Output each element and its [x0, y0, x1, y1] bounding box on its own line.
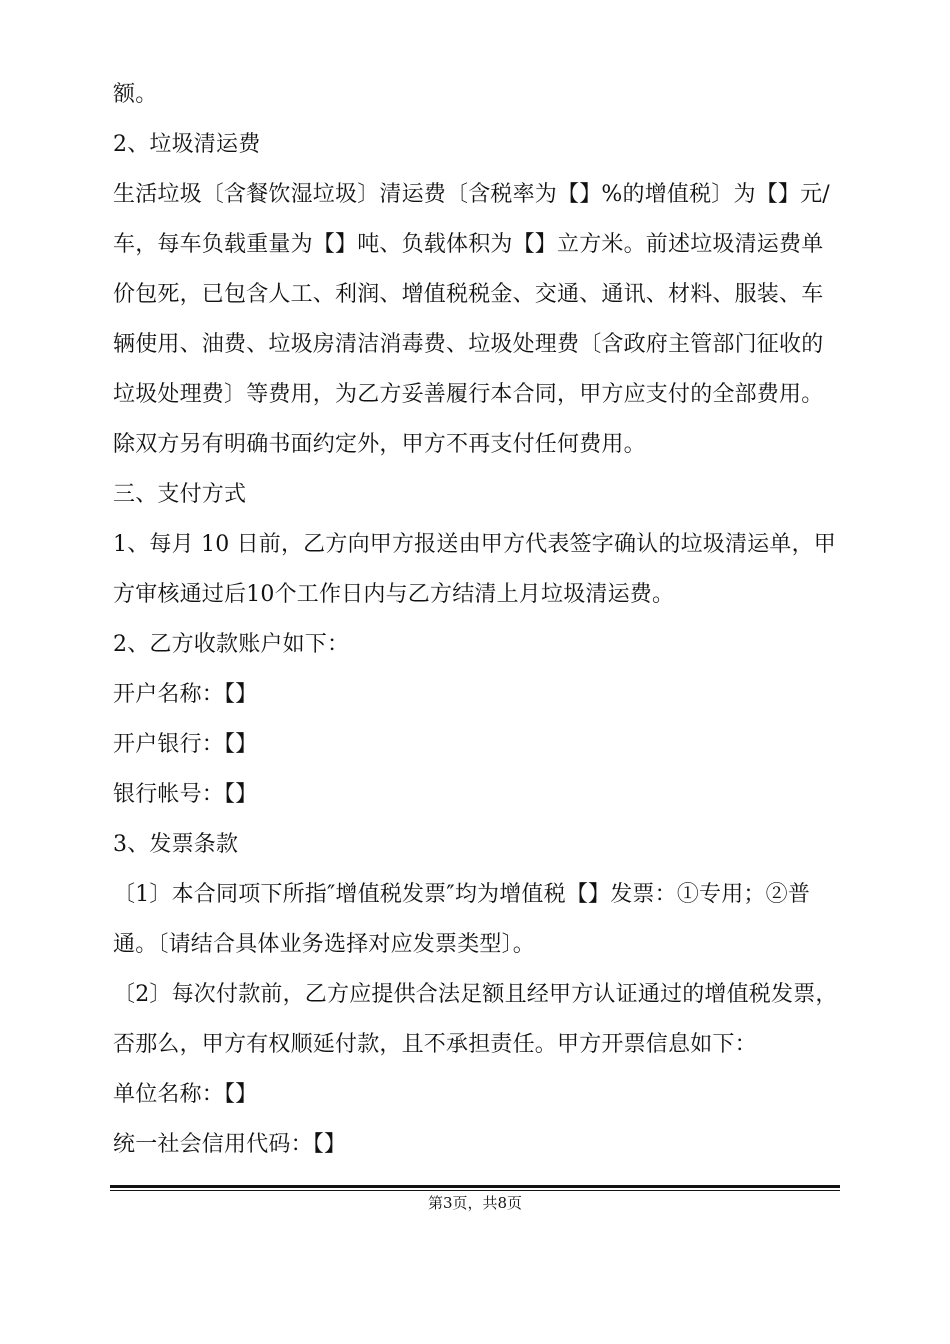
field-line: 单位名称：【】	[113, 1082, 258, 1107]
body-line: 2、乙方收款账户如下：	[113, 632, 350, 657]
body-line: 方审核通过后10个工作日内与乙方结清上月垃圾清运费。	[113, 582, 675, 607]
body-line: 价包死，已包含人工、利润、增值税税金、交通、通讯、材料、服装、车	[113, 282, 824, 307]
page-number: 第3页，共8页	[427, 1194, 523, 1212]
field-line: 开户银行：【】	[113, 732, 258, 757]
body-line: 〔2〕每次付款前，乙方应提供合法足额且经甲方认证通过的增值税发票，	[113, 982, 838, 1007]
body-line: 辆使用、油费、垃圾房清洁消毒费、垃圾处理费〔含政府主管部门征收的	[113, 332, 824, 357]
body-line: 车，每车负载重量为【】吨、负载体积为【】立方米。前述垃圾清运费单	[113, 232, 824, 257]
field-line: 统一社会信用代码：【】	[113, 1132, 347, 1157]
footer-divider	[110, 1185, 840, 1188]
section-heading: 2、垃圾清运费	[113, 132, 261, 157]
body-line: 垃圾处理费〕等费用，为乙方妥善履行本合同，甲方应支付的全部费用。	[113, 382, 824, 407]
field-line: 银行帐号：【】	[113, 782, 258, 807]
section-heading: 三、支付方式	[113, 482, 247, 507]
body-line: 通。〔请结合具体业务选择对应发票类型〕。	[113, 932, 536, 957]
body-line: 否那么，甲方有权顺延付款，且不承担责任。甲方开票信息如下：	[113, 1032, 757, 1057]
body-line: 生活垃圾〔含餐饮湿垃圾〕清运费〔含税率为【】%的增值税〕为【】元/	[113, 182, 830, 207]
footer-divider-thin	[110, 1190, 840, 1191]
body-line: 除双方另有明确书面约定外，甲方不再支付任何费用。	[113, 432, 646, 457]
field-line: 开户名称：【】	[113, 682, 258, 707]
body-line: 1、每月 10 日前，乙方向甲方报送由甲方代表签字确认的垃圾清运单，甲	[113, 532, 836, 557]
body-line: 额。	[113, 82, 158, 107]
section-heading: 3、发票条款	[113, 832, 239, 857]
body-line: 〔1〕本合同项下所指″增值税发票″均为增值税【】发票：①专用；②普	[113, 882, 811, 907]
